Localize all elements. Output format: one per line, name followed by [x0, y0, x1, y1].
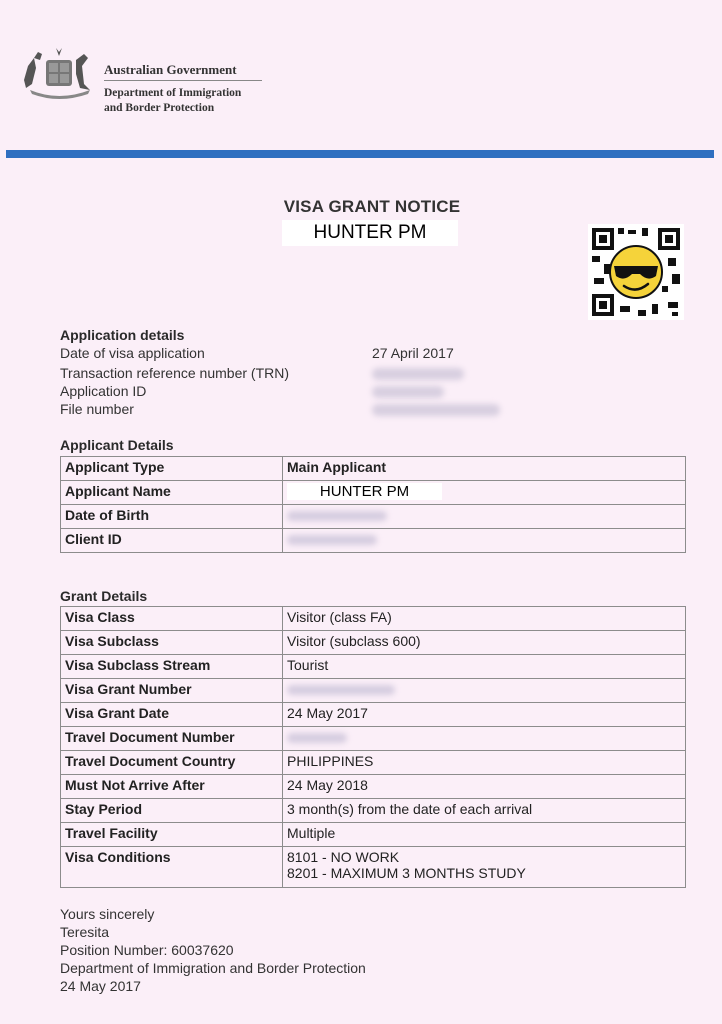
table-row [61, 607, 686, 631]
holder-name-label: HUNTER PM [282, 220, 458, 246]
stay-period-label: Stay Period [61, 799, 283, 823]
position-number: Position Number: 60037620 [60, 942, 234, 958]
visa-grant-number-label: Visa Grant Number [61, 679, 283, 703]
applicant-details-heading: Applicant Details [60, 437, 174, 453]
file-number-redacted [372, 404, 500, 416]
travel-document-number-label: Travel Document Number [61, 727, 283, 751]
client-id-label: Client ID [61, 529, 283, 553]
grant-details-table [60, 606, 686, 888]
applicant-details-table [60, 456, 686, 553]
table-row [61, 481, 686, 505]
visa-stream-value: Tourist [283, 655, 686, 679]
table-row [61, 775, 686, 799]
client-id-redacted [287, 535, 377, 545]
visa-grant-number-redacted [287, 685, 395, 695]
department-line-1: Department of Immigration [104, 87, 242, 99]
header-bar [6, 150, 714, 158]
must-not-arrive-after-value: 24 May 2018 [283, 775, 686, 799]
signatory-name: Teresita [60, 924, 110, 940]
visa-class-label: Visa Class [61, 607, 283, 631]
trn-redacted [372, 368, 464, 380]
visa-condition-1: 8101 - NO WORK [287, 849, 400, 865]
table-row [61, 823, 686, 847]
file-number-label: File number [60, 401, 134, 417]
header-divider [104, 80, 262, 81]
applicant-type-label: Applicant Type [61, 457, 283, 481]
document-title: VISA GRANT NOTICE [283, 197, 461, 216]
table-row [61, 727, 686, 751]
coat-of-arms-icon [20, 44, 98, 104]
applicant-name-label: Applicant Name [61, 481, 283, 505]
application-id-label: Application ID [60, 383, 147, 399]
visa-conditions-label: Visa Conditions [61, 847, 283, 888]
signature-date: 24 May 2017 [60, 978, 141, 994]
date-of-birth-label: Date of Birth [61, 505, 283, 529]
table-row [61, 799, 686, 823]
trn-label: Transaction reference number (TRN) [60, 365, 290, 381]
travel-document-country-label: Travel Document Country [61, 751, 283, 775]
visa-grant-date-value: 24 May 2017 [283, 703, 686, 727]
qr-code-icon [588, 224, 684, 320]
table-row [61, 457, 686, 481]
visa-conditions-value [283, 847, 686, 888]
application-date-label: Date of visa application [60, 345, 205, 361]
applicant-type-value: Main Applicant [283, 457, 686, 481]
sunglasses-emoji-icon [610, 246, 662, 298]
government-title: Australian Government [104, 62, 237, 77]
table-row [61, 631, 686, 655]
travel-document-number-redacted [287, 733, 347, 743]
visa-stream-label: Visa Subclass Stream [61, 655, 283, 679]
travel-document-country-value: PHILIPPINES [283, 751, 686, 775]
table-row [61, 751, 686, 775]
table-row [61, 679, 686, 703]
visa-grant-date-label: Visa Grant Date [61, 703, 283, 727]
visa-class-value: Visitor (class FA) [283, 607, 686, 631]
table-row [61, 847, 686, 888]
closing-line: Yours sincerely [60, 906, 155, 922]
date-of-birth-redacted [287, 511, 387, 521]
visa-subclass-label: Visa Subclass [61, 631, 283, 655]
department-line-2: and Border Protection [104, 102, 215, 114]
grant-details-heading: Grant Details [60, 588, 148, 604]
must-not-arrive-after-label: Must Not Arrive After [61, 775, 283, 799]
application-details-heading: Application details [60, 327, 185, 343]
travel-facility-label: Travel Facility [61, 823, 283, 847]
application-date-value: 27 April 2017 [372, 345, 454, 361]
application-id-redacted [372, 386, 444, 398]
travel-facility-value: Multiple [283, 823, 686, 847]
signatory-department: Department of Immigration and Border Protection [60, 960, 366, 976]
table-row [61, 505, 686, 529]
table-row [61, 655, 686, 679]
applicant-name-value: HUNTER PM [287, 483, 442, 500]
table-row [61, 529, 686, 553]
stay-period-value: 3 month(s) from the date of each arrival [283, 799, 686, 823]
table-row [61, 703, 686, 727]
visa-subclass-value: Visitor (subclass 600) [283, 631, 686, 655]
visa-condition-2: 8201 - MAXIMUM 3 MONTHS STUDY [287, 865, 526, 881]
